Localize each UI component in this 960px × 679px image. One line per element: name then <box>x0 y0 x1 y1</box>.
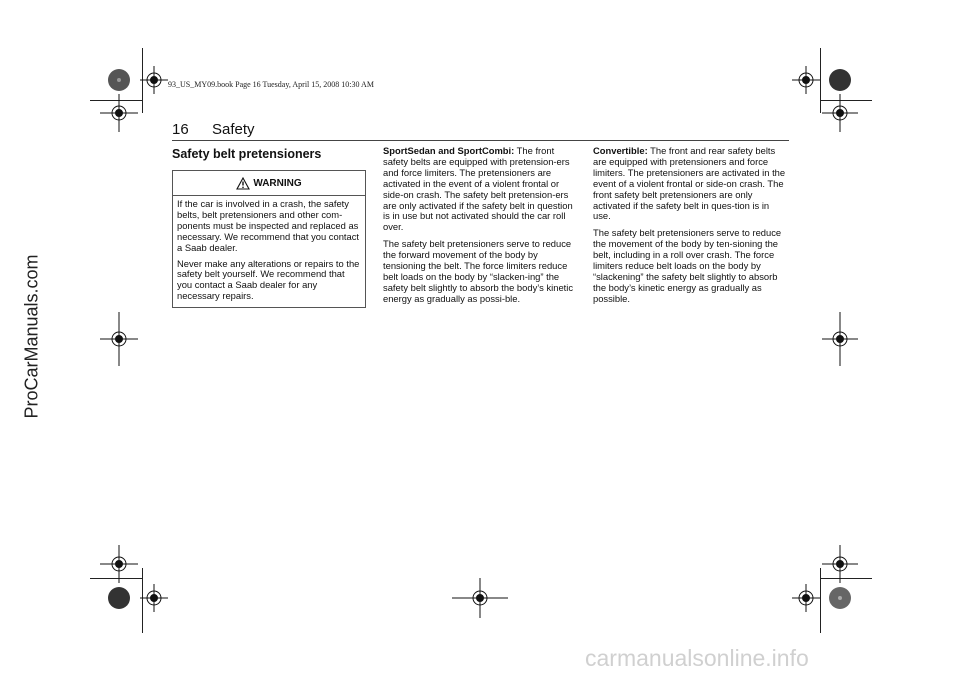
section-name: Safety <box>212 121 255 138</box>
warning-label: WARNING <box>253 177 302 189</box>
registration-dot-icon <box>108 69 130 91</box>
warning-body <box>173 196 365 302</box>
warning-triangle-icon <box>236 177 250 190</box>
page-header <box>172 121 255 138</box>
file-header: 93_US_MY09.book Page 16 Tuesday, April 15, 2008 10:30 AM <box>168 80 374 89</box>
header-rule <box>172 140 789 141</box>
convertible-paragraph <box>593 146 789 222</box>
registration-target-icon <box>792 584 820 612</box>
warning-box <box>172 170 366 308</box>
registration-target-icon <box>452 578 508 618</box>
warning-paragraph: If the car is involved in a crash, the safety belts, belt pretensioners and other com-ponents must be inspected and replaced as necessary. We recommend that you contact a Saab dealer. <box>177 198 360 253</box>
warning-header <box>173 171 365 196</box>
watermark-bottom: carmanualsonline.info <box>585 645 809 671</box>
registration-target-icon <box>822 545 858 583</box>
warning-paragraph: Never make any alterations or repairs to the safety belt yourself. We recommend that you contact a Saab dealer for any necessary repairs. <box>177 257 360 302</box>
registration-dot-icon <box>108 587 130 609</box>
sportsedan-lead: SportSedan and SportCombi: <box>383 145 515 156</box>
sportsedan-paragraph-2: The safety belt pretensioners serve to reduce the forward movement of the body by tensioning the belt. The force limiters reduce belt loads on the body by “slacken-ing” the safety belt slightly to absorb the body’s kinetic energy as gradually as possi-ble. <box>383 238 574 304</box>
registration-target-icon <box>100 94 138 132</box>
convertible-lead: Convertible: <box>593 145 648 156</box>
registration-target-icon <box>822 312 858 366</box>
registration-target-icon <box>822 94 858 132</box>
sportsedan-paragraph <box>383 146 579 233</box>
convertible-paragraph-2: The safety belt pretensioners serve to reduce the movement of the body by ten-sioning the belt, including in a roll over crash. The force limiters reduce belt loads on the body by “slackening” the safety belt slightly to absorb the body’s kinetic energy as gradually as possible. <box>593 227 782 304</box>
sportsedan-lead-text: The front safety belts are equipped with pretension-ers and force limiters. The pretensioners are activated in the event of a violent frontal or side-on crash. The safety belt pretension-ers are only activated if the safety belt in question is in use but not activated should the car roll over. <box>383 145 573 233</box>
registration-target-icon <box>100 312 138 366</box>
section-title: Safety belt pretensioners <box>172 147 322 161</box>
registration-target-icon <box>140 66 168 94</box>
watermark-left: ProCarManuals.com <box>21 254 42 419</box>
registration-target-icon <box>792 66 820 94</box>
sportsedan-column <box>383 146 579 311</box>
registration-dot-icon <box>829 587 851 609</box>
convertible-column <box>593 146 789 311</box>
convertible-lead-text: The front and rear safety belts are equipped with pretensioners and force limiters. The pretensioners are activated in the event of a violent frontal or side-on crash. The front safety belt pretensioners are only activated if the safety belt in ques-tion is in use. <box>593 145 786 222</box>
registration-target-icon <box>100 545 138 583</box>
registration-dot-icon <box>829 69 851 91</box>
registration-target-icon <box>140 584 168 612</box>
page-number: 16 <box>172 121 189 138</box>
